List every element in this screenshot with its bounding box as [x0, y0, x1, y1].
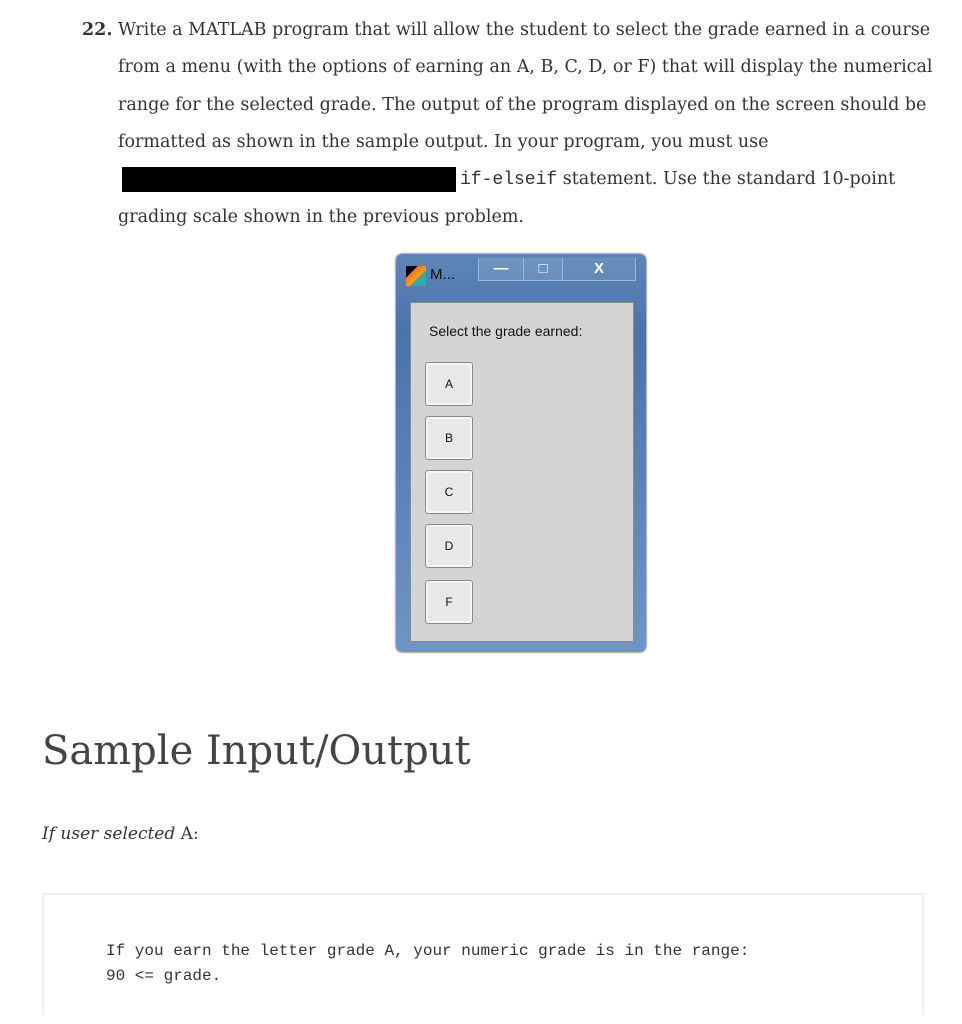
matlab-menu-window — [396, 254, 646, 652]
grade-button-c[interactable]: C — [425, 470, 473, 514]
question-body-end: statement. Use the standard 10-point grading scale shown in the previous problem. — [118, 169, 896, 228]
sample-output-box — [42, 893, 924, 1015]
window-title: M... — [430, 266, 455, 283]
section-heading: Sample Input/Output — [42, 728, 471, 774]
question-body: Write a MATLAB program that will allow the student to select the grade earned in a course from a menu (with the options of earning an A, B, C, D, or F) that will display the numerical range for the selected grade. The output of the program displayed on the screen should be formatted as shown in the sample output. In your program, you must use — [118, 20, 933, 152]
output-line-2: 90 <= grade. — [106, 967, 222, 985]
case-label-value: A: — [175, 824, 199, 844]
matlab-logo-icon — [406, 266, 426, 286]
maximize-button[interactable]: □ — [523, 258, 563, 281]
redacted-text — [122, 167, 456, 192]
case-label — [42, 824, 199, 844]
grade-button-a[interactable]: A — [425, 362, 473, 406]
menu-panel — [410, 302, 634, 642]
menu-prompt: Select the grade earned: — [429, 323, 583, 339]
question-number: 22. — [82, 20, 113, 40]
case-label-italic: If user selected — [42, 824, 176, 844]
output-line-1: If you earn the letter grade A, your numeric grade is in the range: — [106, 942, 750, 960]
title-bar — [396, 254, 646, 296]
grade-button-b[interactable]: B — [425, 416, 473, 460]
grade-button-f[interactable]: F — [425, 580, 473, 624]
question-text — [82, 12, 942, 237]
code-term: if-elseif — [460, 170, 558, 191]
grade-button-d[interactable]: D — [425, 524, 473, 568]
minimize-button[interactable]: — — [478, 258, 524, 281]
close-button[interactable]: X — [562, 258, 636, 281]
